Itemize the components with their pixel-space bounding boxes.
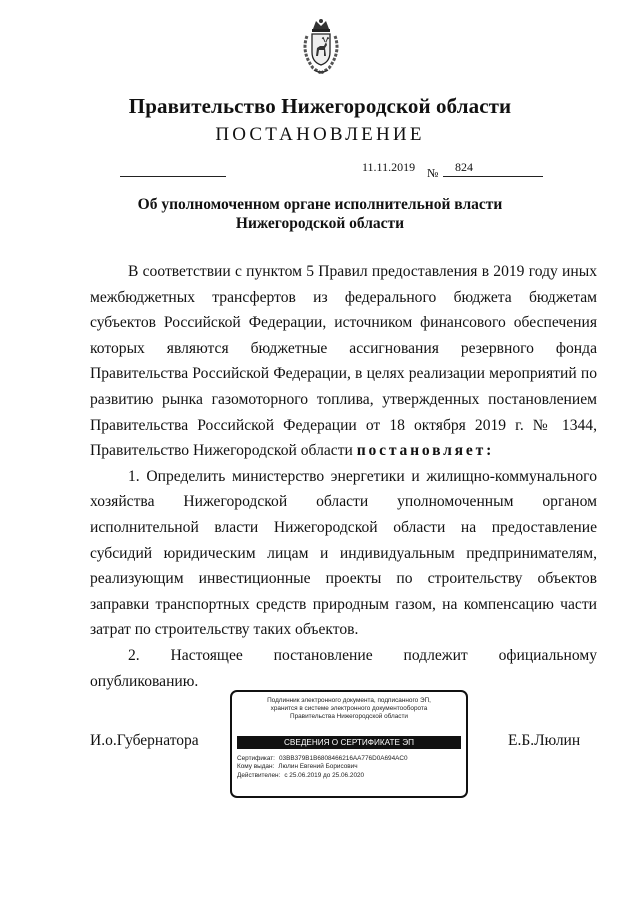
issued-to-row bbox=[237, 763, 408, 771]
item-1-paragraph: 1. Определить министерство энергетики и жилищно-коммунального хозяйства Нижегородской области уполномоченным органом исполнительной власти Нижегородской области на предоставление субсидий юридическим лицам и индивидуальным предпринимателям, реализующим инвестиционные проекты по строительству объектов заправки транспортных средств природным газом, на компенсацию части затрат по строительству таких объектов. bbox=[90, 467, 597, 639]
validity-row bbox=[237, 772, 408, 780]
subject-line-2: Нижегородской области bbox=[235, 215, 405, 232]
e-signature-stamp bbox=[230, 690, 468, 798]
stamp-details bbox=[237, 755, 408, 780]
stamp-header-line-1: Подлинник электронного документа, подписанного ЭП, bbox=[267, 697, 431, 704]
preamble-text: В соответствии с пунктом 5 Правил предоставления в 2019 году иных межбюджетных трансфертов из федерального бюджета бюджетам субъектов Российской Федерации, источником финансового обеспечения которых являются бюджетные ассигнования резервного фонда Правительства Российской Федерации, в целях реализации мероприятий по развитию рынка газомоторного топлива, утвержденных постановлением Правительства Российской Федерации от 18 октября 2019 г. № 1344, Правительство Нижегородской области bbox=[90, 263, 597, 460]
stamp-header-line-3: Правительства Нижегородской области bbox=[289, 713, 409, 720]
stamp-header bbox=[232, 697, 466, 721]
number-underline bbox=[443, 176, 543, 177]
document-type: ПОСТАНОВЛЕНИЕ bbox=[215, 124, 425, 145]
number-sign: № bbox=[427, 166, 439, 180]
stamp-certificate-banner: СВЕДЕНИЯ О СЕРТИФИКАТЕ ЭП bbox=[237, 736, 461, 749]
decree-word: постановляет: bbox=[356, 442, 495, 460]
document-subject bbox=[0, 195, 640, 233]
coat-of-arms-icon bbox=[299, 18, 343, 74]
document-date: 11.11.2019 bbox=[362, 160, 416, 174]
certificate-value: 03BB379B1B6808466216AA776D0A694AC0 bbox=[278, 755, 408, 762]
document-body bbox=[90, 259, 597, 694]
item-2-paragraph: 2. Настоящее постановление подлежит официальному опубликованию. bbox=[90, 646, 597, 690]
signatory-position: И.о.Губернатора bbox=[90, 732, 199, 749]
date-underline bbox=[120, 176, 226, 177]
subject-line-1: Об уполномоченном органе исполнительной власти bbox=[137, 196, 503, 213]
document-number: 824 bbox=[455, 160, 473, 174]
stamp-header-line-2: хранится в системе электронного документооборота bbox=[270, 705, 428, 712]
certificate-label: Сертификат: bbox=[237, 755, 275, 762]
government-title: Правительство Нижегородской области bbox=[128, 94, 512, 118]
signatory-name: Е.Б.Люлин bbox=[508, 732, 581, 749]
preamble-paragraph bbox=[90, 259, 597, 464]
issued-to-value: Люлин Евгений Борисович bbox=[278, 763, 358, 771]
validity-value: с 25.06.2019 до 25.06.2020 bbox=[284, 771, 365, 779]
validity-label: Действителен: bbox=[237, 771, 281, 779]
issued-to-label: Кому выдан: bbox=[237, 763, 275, 771]
